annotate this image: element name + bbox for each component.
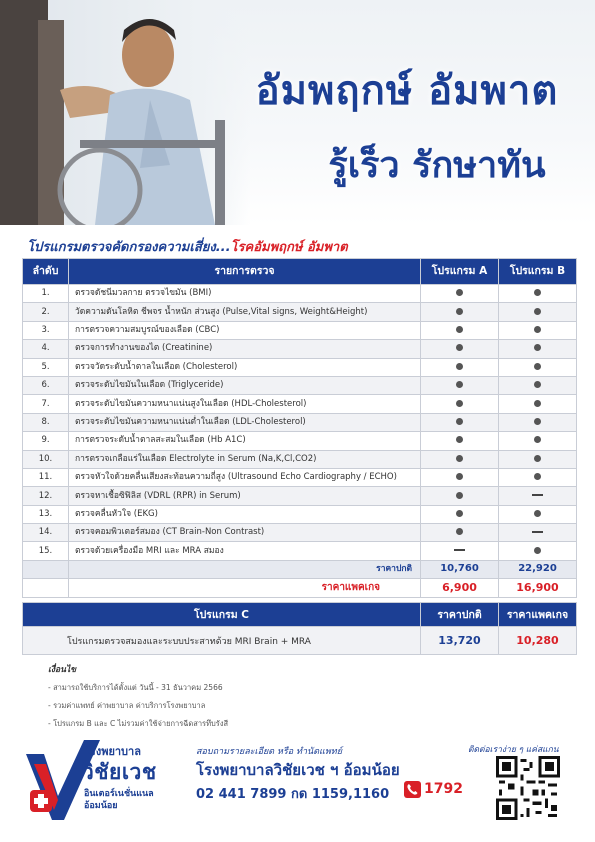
included-dot-icon <box>534 455 541 462</box>
condition-item: - รวมค่าแพทย์ ค่าพยาบาล ค่าบริการโรงพยาบาล <box>48 701 206 710</box>
normal-price-spacer <box>23 560 69 578</box>
table-row <box>23 340 577 358</box>
row-program-b-mark <box>499 395 577 413</box>
row-item: การตรวจเกลือแร่ในเลือด Electrolyte in Serum (Na,K,Cl,CO2) <box>69 450 421 468</box>
row-number: 11. <box>23 468 69 486</box>
row-program-b-mark <box>499 303 577 321</box>
table-row <box>23 505 577 523</box>
table-header-row <box>23 259 577 285</box>
contact-prompt: สอบถามรายละเอียด หรือ ทำนัดแพทย์ <box>196 747 342 757</box>
included-dot-icon <box>534 308 541 315</box>
package-price-spacer <box>23 579 69 597</box>
table-row <box>23 542 577 560</box>
conditions <box>48 662 228 736</box>
included-dot-icon <box>534 418 541 425</box>
table-row <box>23 395 577 413</box>
row-program-b-mark <box>499 524 577 542</box>
row-program-b-mark <box>499 285 577 303</box>
program-subtitle <box>27 236 348 257</box>
row-program-b-mark <box>499 505 577 523</box>
table-body <box>23 285 577 561</box>
program-c-item: โปรแกรมตรวจสมองและระบบประสาทด้วย MRI Brain + MRA <box>23 627 421 655</box>
qr-code-icon[interactable] <box>496 756 560 820</box>
row-number: 6. <box>23 376 69 394</box>
excluded-dash-icon <box>454 549 465 551</box>
row-program-a-mark <box>421 450 499 468</box>
logo-line-3: อินเตอร์เนชั่นแนล <box>84 789 154 799</box>
package-price-label: ราคาแพคเกจ <box>69 579 421 597</box>
row-program-a-mark <box>421 413 499 431</box>
row-program-a-mark <box>421 505 499 523</box>
row-item: ตรวจวัดระดับน้ำตาลในเลือด (Cholesterol) <box>69 358 421 376</box>
program-c-header: โปรแกรม C <box>23 603 421 627</box>
included-dot-icon <box>456 344 463 351</box>
row-program-b-mark <box>499 487 577 505</box>
row-item: ตรวจคอมพิวเตอร์สมอง (CT Brain-Non Contrast) <box>69 524 421 542</box>
header-item: รายการตรวจ <box>69 259 421 285</box>
row-program-b-mark <box>499 542 577 560</box>
row-item: การตรวจความสมบูรณ์ของเลือด (CBC) <box>69 321 421 339</box>
included-dot-icon <box>534 510 541 517</box>
included-dot-icon <box>534 400 541 407</box>
included-dot-icon <box>534 436 541 443</box>
included-dot-icon <box>456 418 463 425</box>
row-program-b-mark <box>499 413 577 431</box>
program-c-header-row <box>23 603 577 627</box>
conditions-title: เงื่อนไข <box>48 665 77 675</box>
row-number: 7. <box>23 395 69 413</box>
row-program-a-mark <box>421 285 499 303</box>
contact-hospital-name: โรงพยาบาลวิชัยเวช ฯ อ้อมน้อย <box>196 761 400 779</box>
row-item: ตรวจหาเชื้อซิฟิลิส (VDRL (RPR) in Serum) <box>69 487 421 505</box>
program-c-row <box>23 627 577 655</box>
included-dot-icon <box>456 528 463 535</box>
subtitle-part-1: โปรแกรมตรวจคัดกรองความเสี่ยง... <box>27 240 231 255</box>
normal-price-label: ราคาปกติ <box>69 560 421 578</box>
included-dot-icon <box>456 510 463 517</box>
row-item: ตรวจคลื่นหัวใจ (EKG) <box>69 505 421 523</box>
table-row <box>23 432 577 450</box>
included-dot-icon <box>456 400 463 407</box>
included-dot-icon <box>456 289 463 296</box>
included-dot-icon <box>456 363 463 370</box>
row-number: 1. <box>23 285 69 303</box>
row-program-a-mark <box>421 340 499 358</box>
row-item: ตรวจการทำงานของไต (Creatinine) <box>69 340 421 358</box>
table-row <box>23 468 577 486</box>
row-item: ตรวจด้วยเครื่องมือ MRI และ MRA สมอง <box>69 542 421 560</box>
row-number: 10. <box>23 450 69 468</box>
row-program-a-mark <box>421 376 499 394</box>
row-program-b-mark <box>499 340 577 358</box>
excluded-dash-icon <box>532 494 543 496</box>
excluded-dash-icon <box>532 531 543 533</box>
included-dot-icon <box>534 547 541 554</box>
row-number: 14. <box>23 524 69 542</box>
headline-early-detect: รู้เร็ว รักษาทัน <box>328 145 546 186</box>
row-number: 8. <box>23 413 69 431</box>
package-price-a: 6,900 <box>421 579 499 597</box>
program-c-normal-header: ราคาปกติ <box>421 603 499 627</box>
row-number: 9. <box>23 432 69 450</box>
headline-stroke: อัมพฤกษ์ อัมพาต <box>255 68 559 114</box>
row-item: ตรวจระดับไขมันในเลือด (Triglyceride) <box>69 376 421 394</box>
row-program-b-mark <box>499 321 577 339</box>
row-item: ตรวจระดับไขมันความหนาแน่นต่ำในเลือด (LDL-Cholesterol) <box>69 413 421 431</box>
row-program-b-mark <box>499 376 577 394</box>
program-c-table <box>22 602 577 655</box>
row-program-b-mark <box>499 432 577 450</box>
normal-price-b: 22,920 <box>499 560 577 578</box>
qr-caption: ติดต่อเราง่าย ๆ แค่สแกน <box>468 745 559 755</box>
row-program-a-mark <box>421 524 499 542</box>
normal-price-a: 10,760 <box>421 560 499 578</box>
row-program-a-mark <box>421 468 499 486</box>
row-program-a-mark <box>421 321 499 339</box>
row-number: 15. <box>23 542 69 560</box>
row-program-a-mark <box>421 487 499 505</box>
package-price-row <box>23 579 577 597</box>
included-dot-icon <box>456 381 463 388</box>
row-program-a-mark <box>421 542 499 560</box>
row-program-a-mark <box>421 395 499 413</box>
hotline-number[interactable]: 1792 <box>424 781 463 797</box>
logo-line-1: โรงพยาบาล <box>84 745 141 758</box>
header-program-a: โปรแกรม A <box>421 259 499 285</box>
package-price-b: 16,900 <box>499 579 577 597</box>
program-c-normal-price: 13,720 <box>421 627 499 655</box>
logo-line-2: วิชัยเวช <box>82 760 157 784</box>
table-row <box>23 487 577 505</box>
table-row <box>23 321 577 339</box>
header-no: ลำดับ <box>23 259 69 285</box>
table-row <box>23 450 577 468</box>
subtitle-part-2: โรคอัมพฤกษ์ อัมพาต <box>230 240 348 255</box>
row-program-b-mark <box>499 358 577 376</box>
table-row <box>23 303 577 321</box>
row-program-b-mark <box>499 450 577 468</box>
row-item: ตรวจระดับไขมันความหนาแน่นสูงในเลือด (HDL-Cholesterol) <box>69 395 421 413</box>
included-dot-icon <box>456 436 463 443</box>
condition-item: - สามารถใช้บริการได้ตั้งแต่ วันนี้ - 31 ธันวาคม 2566 <box>48 683 223 692</box>
table-row <box>23 524 577 542</box>
table-row <box>23 358 577 376</box>
patient-wheelchair-photo <box>0 0 250 225</box>
row-item: ตรวจดัชนีมวลกาย ตรวจไขมัน (BMI) <box>69 285 421 303</box>
row-program-a-mark <box>421 358 499 376</box>
program-c-package-price: 10,280 <box>499 627 577 655</box>
table-row <box>23 285 577 303</box>
table-row <box>23 376 577 394</box>
screening-table <box>22 258 577 598</box>
contact-phone[interactable]: 02 441 7899 กด 1159,1160 <box>196 787 390 802</box>
row-item: วัดความดันโลหิต ชีพจร น้ำหนัก ส่วนสูง (Pulse,Vital signs, Weight&Height) <box>69 303 421 321</box>
row-number: 2. <box>23 303 69 321</box>
included-dot-icon <box>456 455 463 462</box>
row-number: 4. <box>23 340 69 358</box>
included-dot-icon <box>534 289 541 296</box>
included-dot-icon <box>534 344 541 351</box>
program-c-package-header: ราคาแพคเกจ <box>499 603 577 627</box>
included-dot-icon <box>456 492 463 499</box>
row-number: 13. <box>23 505 69 523</box>
included-dot-icon <box>534 326 541 333</box>
row-number: 12. <box>23 487 69 505</box>
phone-icon <box>404 781 421 798</box>
included-dot-icon <box>456 326 463 333</box>
condition-item: - โปรแกรม B และ C ไม่รวมค่าใช้จ่ายการฉีดสารทึบรังสี <box>48 719 229 728</box>
included-dot-icon <box>534 381 541 388</box>
hero-banner <box>0 0 595 225</box>
included-dot-icon <box>456 308 463 315</box>
row-program-b-mark <box>499 468 577 486</box>
included-dot-icon <box>456 473 463 480</box>
normal-price-row <box>23 560 577 578</box>
row-program-a-mark <box>421 432 499 450</box>
row-program-a-mark <box>421 303 499 321</box>
row-item: ตรวจหัวใจด้วยคลื่นเสียงสะท้อนความถี่สูง (Ultrasound Echo Cardiography / ECHO) <box>69 468 421 486</box>
header-program-b: โปรแกรม B <box>499 259 577 285</box>
row-number: 3. <box>23 321 69 339</box>
table-row <box>23 413 577 431</box>
included-dot-icon <box>534 363 541 370</box>
included-dot-icon <box>534 473 541 480</box>
row-item: การตรวจระดับน้ำตาลสะสมในเลือด (Hb A1C) <box>69 432 421 450</box>
row-number: 5. <box>23 358 69 376</box>
logo-line-4: อ้อมน้อย <box>84 801 118 811</box>
